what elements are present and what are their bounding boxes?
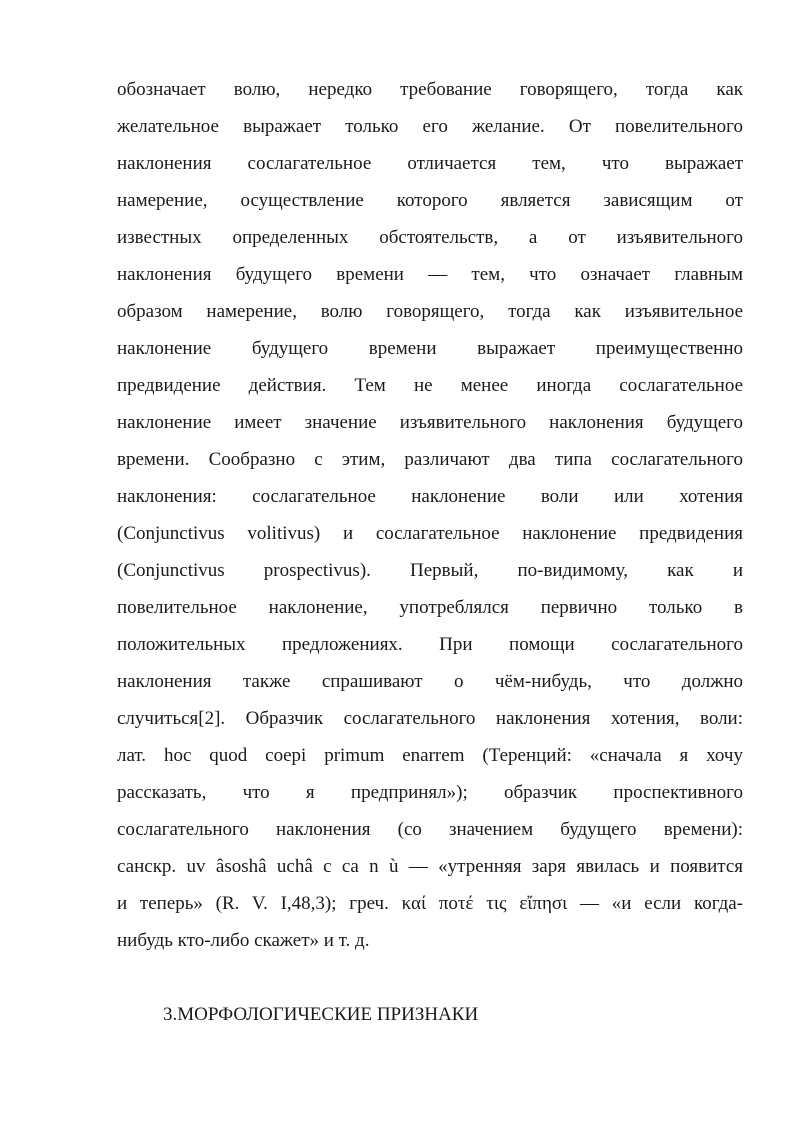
paragraph-line: намерение, осуществление которого является зависящим от — [117, 190, 743, 211]
paragraph-line: образом намерение, волю говорящего, тогда как изъявительное — [117, 301, 743, 322]
paragraph-line: рассказать, что я предпринял»); образчик проспективного — [117, 782, 743, 803]
paragraph-line: повелительное наклонение, употреблялся первично только в — [117, 597, 743, 618]
paragraph-line: предвидение действия. Тем не менее иногда сослагательное — [117, 375, 743, 396]
paragraph-line: обозначает волю, нередко требование говорящего, тогда как — [117, 79, 743, 100]
paragraph-line: случиться[2]. Образчик сослагательного наклонения хотения, воли: — [117, 708, 743, 729]
paragraph-line: времени. Сообразно с этим, различают два типа сослагательного — [117, 449, 743, 470]
paragraph-line: сослагательного наклонения (со значением будущего времени): — [117, 819, 743, 840]
paragraph-line: (Conjunctivus volitivus) и сослагательное наклонение предвидения — [117, 523, 743, 544]
paragraph-line: положительных предложениях. При помощи сослагательного — [117, 634, 743, 655]
paragraph-line: наклонения: сослагательное наклонение воли или хотения — [117, 486, 743, 507]
paragraph-line: наклонения также спрашивают о чём-нибудь, что должно — [117, 671, 743, 692]
paragraph-line: известных определенных обстоятельств, а от изъявительного — [117, 227, 743, 248]
paragraph-line: желательное выражает только его желание. От повелительного — [117, 116, 743, 137]
paragraph-line: наклонение имеет значение изъявительного наклонения будущего — [117, 412, 743, 433]
paragraph-line: наклонения будущего времени — тем, что означает главным — [117, 264, 743, 285]
paragraph-line: наклонение будущего времени выражает преимущественно — [117, 338, 743, 359]
section-heading: 3.МОРФОЛОГИЧЕСКИЕ ПРИЗНАКИ — [163, 1004, 479, 1025]
paragraph-line: (Conjunctivus prospectivus). Первый, по-видимому, как и — [117, 560, 743, 581]
paragraph-line: и теперь» (R. V. I,48,3); греч. καί ποτέ τις εἴπησι — «и если когда- — [117, 893, 743, 914]
paragraph-line: лат. hoc quod coepi primum enarrem (Теренций: «сначала я хочу — [117, 745, 743, 766]
body-paragraph — [117, 71, 743, 959]
paragraph-line: санскр. uv âsoshâ uchâ c ca n ù — «утренняя заря явилась и появится — [117, 856, 743, 877]
paragraph-line: наклонения сослагательное отличается тем, что выражает — [117, 153, 743, 174]
paragraph-line-last: нибудь кто-либо скажет» и т. д. — [117, 930, 370, 951]
